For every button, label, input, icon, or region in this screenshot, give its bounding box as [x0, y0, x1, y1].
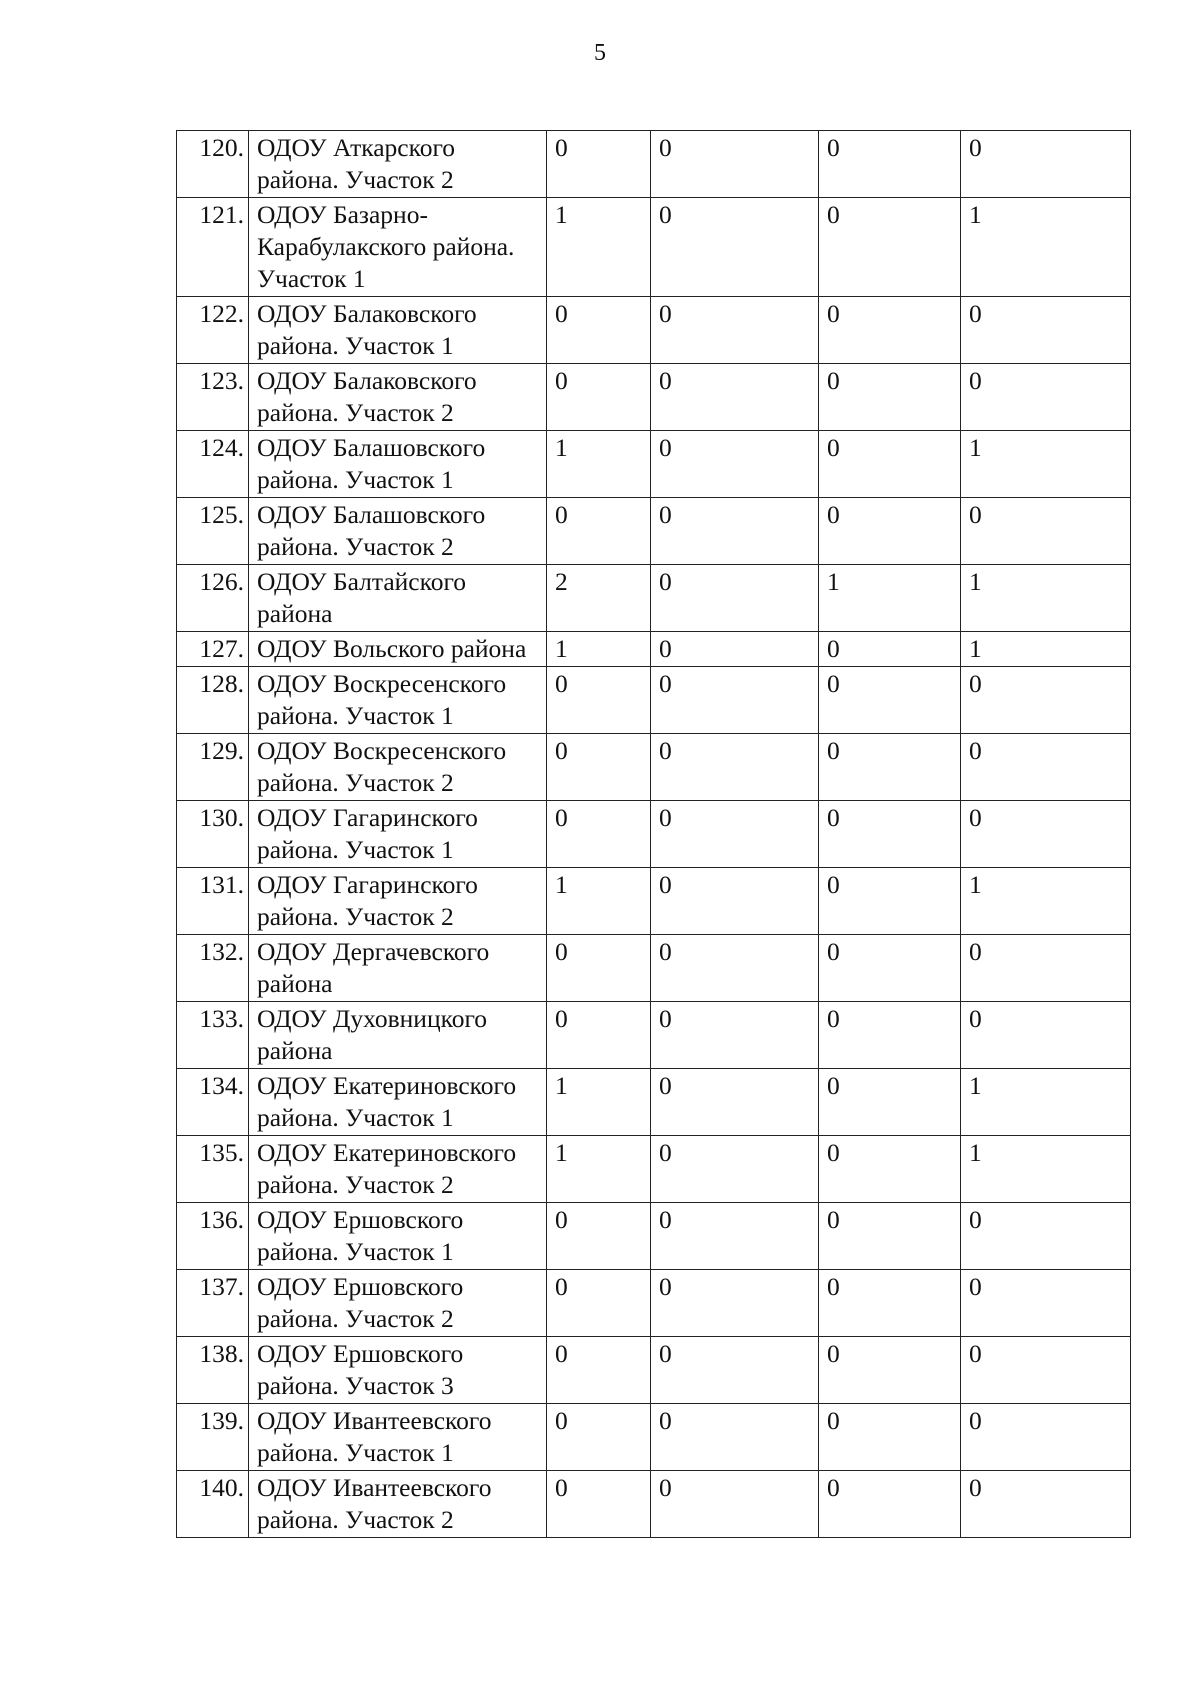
organization-name: ОДОУ Балашовского района. Участок 1	[249, 431, 547, 498]
value-cell-4: 0	[961, 1203, 1131, 1270]
value-cell-4: 1	[961, 565, 1131, 632]
value-cell-1: 0	[547, 1002, 651, 1069]
organization-name: ОДОУ Ершовского района. Участок 1	[249, 1203, 547, 1270]
value-cell-2: 0	[651, 935, 819, 1002]
organization-name: ОДОУ Воскресенского района. Участок 1	[249, 667, 547, 734]
row-number: 126.	[177, 565, 249, 632]
row-number: 128.	[177, 667, 249, 734]
table-row	[177, 734, 1131, 801]
organization-name: ОДОУ Ивантеевского района. Участок 2	[249, 1471, 547, 1538]
value-cell-3: 0	[819, 431, 961, 498]
statistics-table	[176, 130, 1131, 1538]
table-row	[177, 498, 1131, 565]
value-cell-4: 1	[961, 632, 1131, 667]
value-cell-1: 0	[547, 1404, 651, 1471]
value-cell-2: 0	[651, 565, 819, 632]
organization-name: ОДОУ Балаковского района. Участок 1	[249, 297, 547, 364]
value-cell-2: 0	[651, 1002, 819, 1069]
value-cell-4: 0	[961, 1471, 1131, 1538]
value-cell-3: 0	[819, 498, 961, 565]
row-number: 131.	[177, 868, 249, 935]
value-cell-2: 0	[651, 131, 819, 198]
value-cell-3: 0	[819, 1203, 961, 1270]
value-cell-3: 0	[819, 131, 961, 198]
value-cell-2: 0	[651, 667, 819, 734]
organization-name: ОДОУ Балаковского района. Участок 2	[249, 364, 547, 431]
value-cell-2: 0	[651, 1136, 819, 1203]
row-number: 120.	[177, 131, 249, 198]
row-number: 121.	[177, 198, 249, 297]
value-cell-3: 0	[819, 198, 961, 297]
value-cell-2: 0	[651, 1270, 819, 1337]
value-cell-1: 0	[547, 801, 651, 868]
value-cell-1: 0	[547, 1270, 651, 1337]
value-cell-3: 0	[819, 1270, 961, 1337]
value-cell-2: 0	[651, 1471, 819, 1538]
organization-name: ОДОУ Гагаринского района. Участок 2	[249, 868, 547, 935]
value-cell-4: 1	[961, 198, 1131, 297]
table-row	[177, 364, 1131, 431]
value-cell-4: 0	[961, 1270, 1131, 1337]
value-cell-1: 1	[547, 1136, 651, 1203]
value-cell-2: 0	[651, 1203, 819, 1270]
row-number: 130.	[177, 801, 249, 868]
value-cell-1: 0	[547, 498, 651, 565]
table-row	[177, 1404, 1131, 1471]
value-cell-4: 1	[961, 1069, 1131, 1136]
value-cell-1: 0	[547, 297, 651, 364]
row-number: 138.	[177, 1337, 249, 1404]
value-cell-4: 0	[961, 364, 1131, 431]
value-cell-3: 0	[819, 1069, 961, 1136]
value-cell-3: 0	[819, 1337, 961, 1404]
table-row	[177, 1136, 1131, 1203]
value-cell-3: 0	[819, 1002, 961, 1069]
value-cell-1: 2	[547, 565, 651, 632]
value-cell-3: 0	[819, 1404, 961, 1471]
value-cell-4: 0	[961, 935, 1131, 1002]
value-cell-2: 0	[651, 734, 819, 801]
organization-name: ОДОУ Дергачевского района	[249, 935, 547, 1002]
value-cell-1: 0	[547, 734, 651, 801]
value-cell-4: 0	[961, 1404, 1131, 1471]
row-number: 122.	[177, 297, 249, 364]
value-cell-3: 0	[819, 1136, 961, 1203]
table-row	[177, 935, 1131, 1002]
row-number: 135.	[177, 1136, 249, 1203]
organization-name: ОДОУ Воскресенского района. Участок 2	[249, 734, 547, 801]
value-cell-2: 0	[651, 198, 819, 297]
value-cell-1: 0	[547, 667, 651, 734]
value-cell-1: 0	[547, 935, 651, 1002]
row-number: 127.	[177, 632, 249, 667]
value-cell-1: 1	[547, 1069, 651, 1136]
table-row	[177, 1337, 1131, 1404]
value-cell-3: 0	[819, 297, 961, 364]
value-cell-1: 1	[547, 632, 651, 667]
row-number: 132.	[177, 935, 249, 1002]
table-row	[177, 431, 1131, 498]
value-cell-1: 0	[547, 1203, 651, 1270]
value-cell-4: 0	[961, 667, 1131, 734]
value-cell-1: 0	[547, 364, 651, 431]
value-cell-4: 0	[961, 1337, 1131, 1404]
row-number: 134.	[177, 1069, 249, 1136]
table-row	[177, 131, 1131, 198]
row-number: 139.	[177, 1404, 249, 1471]
value-cell-4: 0	[961, 131, 1131, 198]
value-cell-4: 1	[961, 868, 1131, 935]
value-cell-2: 0	[651, 801, 819, 868]
table-row	[177, 297, 1131, 364]
organization-name: ОДОУ Ивантеевского района. Участок 1	[249, 1404, 547, 1471]
table-row	[177, 1270, 1131, 1337]
value-cell-2: 0	[651, 868, 819, 935]
table-row	[177, 565, 1131, 632]
organization-name: ОДОУ Балашовского района. Участок 2	[249, 498, 547, 565]
organization-name: ОДОУ Вольского района	[249, 632, 547, 667]
organization-name: ОДОУ Базарно-Карабулакского района. Участок 1	[249, 198, 547, 297]
table-row	[177, 868, 1131, 935]
value-cell-1: 0	[547, 131, 651, 198]
value-cell-1: 1	[547, 198, 651, 297]
table-row	[177, 1203, 1131, 1270]
page-number: 5	[594, 40, 606, 66]
organization-name: ОДОУ Аткарского района. Участок 2	[249, 131, 547, 198]
value-cell-2: 0	[651, 1337, 819, 1404]
value-cell-3: 0	[819, 801, 961, 868]
table-row	[177, 1002, 1131, 1069]
value-cell-2: 0	[651, 632, 819, 667]
value-cell-2: 0	[651, 297, 819, 364]
value-cell-1: 0	[547, 1337, 651, 1404]
table-row	[177, 632, 1131, 667]
table-row	[177, 801, 1131, 868]
table-row	[177, 667, 1131, 734]
table-row	[177, 1069, 1131, 1136]
value-cell-3: 0	[819, 935, 961, 1002]
value-cell-4: 1	[961, 1136, 1131, 1203]
organization-name: ОДОУ Екатериновского района. Участок 1	[249, 1069, 547, 1136]
value-cell-4: 0	[961, 801, 1131, 868]
value-cell-4: 1	[961, 431, 1131, 498]
table-row	[177, 1471, 1131, 1538]
value-cell-1: 1	[547, 431, 651, 498]
organization-name: ОДОУ Духовницкого района	[249, 1002, 547, 1069]
value-cell-3: 0	[819, 868, 961, 935]
row-number: 123.	[177, 364, 249, 431]
value-cell-2: 0	[651, 498, 819, 565]
value-cell-4: 0	[961, 498, 1131, 565]
value-cell-2: 0	[651, 364, 819, 431]
value-cell-3: 0	[819, 364, 961, 431]
row-number: 140.	[177, 1471, 249, 1538]
value-cell-1: 1	[547, 868, 651, 935]
value-cell-3: 0	[819, 667, 961, 734]
table-row	[177, 198, 1131, 297]
organization-name: ОДОУ Ершовского района. Участок 3	[249, 1337, 547, 1404]
organization-name: ОДОУ Екатериновского района. Участок 2	[249, 1136, 547, 1203]
value-cell-4: 0	[961, 734, 1131, 801]
row-number: 124.	[177, 431, 249, 498]
value-cell-3: 0	[819, 734, 961, 801]
value-cell-2: 0	[651, 1069, 819, 1136]
value-cell-2: 0	[651, 1404, 819, 1471]
row-number: 133.	[177, 1002, 249, 1069]
organization-name: ОДОУ Гагаринского района. Участок 1	[249, 801, 547, 868]
organization-name: ОДОУ Балтайского района	[249, 565, 547, 632]
organization-name: ОДОУ Ершовского района. Участок 2	[249, 1270, 547, 1337]
value-cell-3: 0	[819, 1471, 961, 1538]
value-cell-3: 1	[819, 565, 961, 632]
value-cell-1: 0	[547, 1471, 651, 1538]
value-cell-2: 0	[651, 431, 819, 498]
row-number: 125.	[177, 498, 249, 565]
value-cell-4: 0	[961, 1002, 1131, 1069]
row-number: 136.	[177, 1203, 249, 1270]
value-cell-4: 0	[961, 297, 1131, 364]
row-number: 137.	[177, 1270, 249, 1337]
value-cell-3: 0	[819, 632, 961, 667]
row-number: 129.	[177, 734, 249, 801]
